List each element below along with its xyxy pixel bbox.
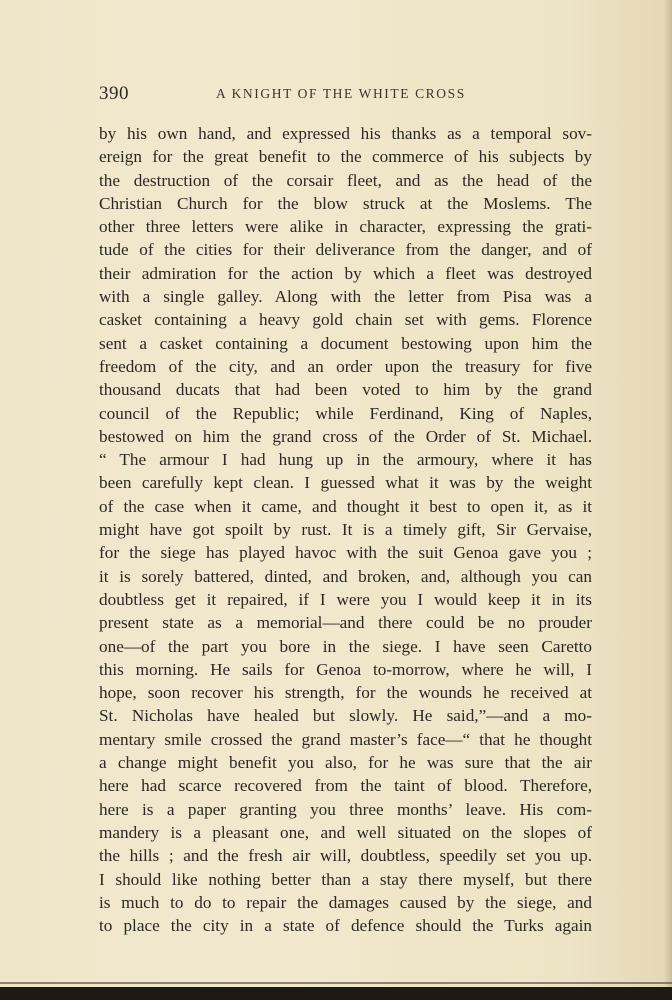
running-head — [99, 83, 575, 107]
text-line: present state as a memorial—and there could be no prouder — [99, 613, 592, 633]
text-line: mentary smile crossed the grand master’s face—“ that he thought — [99, 729, 592, 749]
text-line: “ The armour I had hung up in the armoury, where it has — [99, 450, 592, 470]
text-line: sent a casket containing a document bestowing upon him the — [99, 333, 592, 353]
text-line: bestowed on him the grand cross of the Order of St. Michael. — [99, 426, 592, 446]
text-line: Christian Church for the blow struck at the Moslems. The — [99, 193, 592, 213]
text-line: for the siege has played havoc with the suit Genoa gave you ; — [99, 543, 592, 563]
text-line: of the case when it came, and thought it best to open it, as it — [99, 496, 592, 516]
text-line: the hills ; and the fresh air will, doubtless, speedily set you up. — [99, 846, 592, 866]
text-line: their admiration for the action by which a fleet was destroyed — [99, 263, 592, 283]
text-line: one—of the part you bore in the siege. I have seen Caretto — [99, 636, 592, 656]
text-line: might have got spoilt by rust. It is a timely gift, Sir Gervaise, — [99, 520, 592, 540]
text-line: the destruction of the corsair fleet, and as the head of the — [99, 170, 592, 190]
text-line: here had scarce recovered from the taint of blood. Therefore, — [99, 776, 592, 796]
text-line: hope, soon recover his strength, for the wounds he received at — [99, 683, 592, 703]
text-line: with a single galley. Along with the letter from Pisa was a — [99, 287, 592, 307]
text-line: I should like nothing better than a stay there myself, but there — [99, 869, 592, 889]
text-line: to place the city in a state of defence should the Turks again — [99, 916, 592, 936]
text-line: other three letters were alike in character, expressing the grati- — [99, 217, 592, 237]
text-line: St. Nicholas have healed but slowly. He said,”—and a mo- — [99, 706, 592, 726]
text-line: it is sorely battered, dinted, and broken, and, although you can — [99, 566, 592, 586]
body-text — [99, 122, 592, 937]
text-line: thousand ducats that had been voted to him by the grand — [99, 380, 592, 400]
text-line: freedom of the city, and an order upon the treasury for five — [99, 356, 592, 376]
text-line: a change might benefit you also, for he was sure that the air — [99, 753, 592, 773]
page-number: 390 — [99, 83, 129, 104]
text-line: doubtless get it repaired, if I were you I would keep it in its — [99, 589, 592, 609]
bottom-rule — [0, 982, 672, 984]
page-edge-shadow — [664, 0, 672, 1000]
scan-bottom-border — [0, 987, 672, 1000]
text-line: by his own hand, and expressed his thanks as a temporal sov- — [99, 124, 592, 143]
text-line: mandery is a pleasant one, and well situated on the slopes of — [99, 822, 592, 842]
text-line: here is a paper granting you three months’ leave. His com- — [99, 799, 592, 819]
text-line: casket containing a heavy gold chain set with gems. Florence — [99, 310, 592, 330]
text-line: ereign for the great benefit to the commerce of his subjects by — [99, 147, 592, 167]
text-line: been carefully kept clean. I guessed what it was by the weight — [99, 473, 592, 493]
text-line: is much to do to repair the damages caused by the siege, and — [99, 892, 592, 912]
text-line: council of the Republic; while Ferdinand, King of Naples, — [99, 403, 592, 423]
running-title: A KNIGHT OF THE WHITE CROSS — [216, 86, 466, 101]
text-line: tude of the cities for their deliverance from the danger, and of — [99, 240, 592, 260]
text-line: this morning. He sails for Genoa to-morrow, where he will, I — [99, 659, 592, 679]
